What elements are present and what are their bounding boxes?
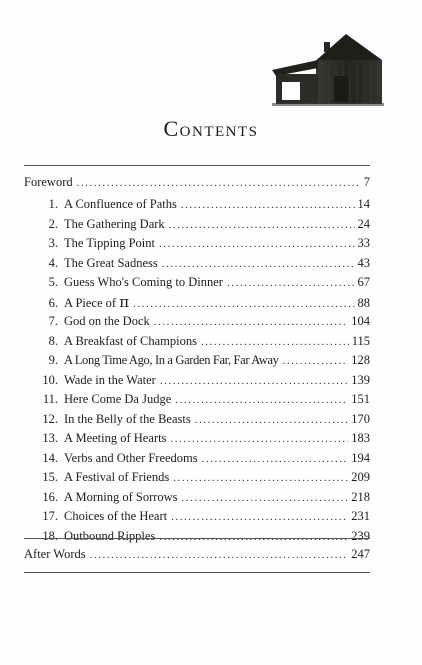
- chapter-title: In the Belly of the Beasts: [64, 411, 191, 426]
- toc-entry-foreword[interactable]: [24, 173, 370, 192]
- chapter-title: The Great Sadness: [64, 255, 158, 270]
- chapter-number: 10.: [42, 372, 58, 387]
- toc-entry-chapter-1[interactable]: [24, 195, 370, 214]
- chapter-number: 11.: [42, 392, 58, 406]
- toc-page-number: 247: [351, 547, 370, 561]
- chapter-number: 7.: [48, 314, 58, 328]
- chapter-title-text: A Piece of: [64, 295, 117, 310]
- chapter-number: 1.: [48, 197, 58, 211]
- chapter-title: A Meeting of Hearts: [64, 431, 167, 445]
- toc-entry-chapter-13[interactable]: [24, 429, 370, 448]
- chapter-number: 5.: [48, 275, 58, 289]
- toc-entry-chapter-3[interactable]: [24, 234, 370, 253]
- leader-dots: [181, 196, 355, 215]
- toc-entry-chapter-2[interactable]: [24, 215, 370, 234]
- leader-dots: [90, 546, 349, 565]
- toc-page-number: 115: [351, 333, 370, 348]
- chapter-number: 15.: [42, 470, 58, 484]
- chapter-title: The Gathering Dark: [64, 216, 165, 231]
- chapter-number: 17.: [42, 509, 58, 523]
- chapter-title: God on the Dock: [64, 314, 150, 328]
- chapter-number: 8.: [48, 333, 58, 348]
- chapter-title: Wade in the Water: [64, 372, 156, 387]
- chapter-number: 6.: [48, 295, 58, 310]
- toc-page-number: 24: [357, 216, 370, 231]
- toc-page-number: 33: [357, 236, 370, 250]
- toc-entry-chapter-15[interactable]: [24, 468, 370, 487]
- toc-entry-chapter-12[interactable]: [24, 410, 370, 429]
- toc-page-number: 194: [351, 450, 370, 465]
- chapter-title: Verbs and Other Freedoms: [64, 450, 198, 465]
- toc-page-number: 209: [351, 470, 370, 484]
- chapter-title: The Tipping Point: [64, 236, 155, 250]
- bottom-rule: [24, 572, 370, 573]
- leader-dots: [160, 372, 348, 391]
- toc-entry-chapter-16[interactable]: [24, 488, 370, 507]
- toc-entry-afterword[interactable]: [24, 545, 370, 564]
- chapter-number: 13.: [42, 431, 58, 445]
- toc-page-number: 88: [357, 295, 370, 310]
- toc-page-number: 231: [351, 509, 370, 523]
- toc-entry-chapter-6[interactable]: [24, 293, 370, 312]
- chapter-title: A Confluence of Paths: [64, 197, 177, 211]
- leader-dots: [171, 508, 348, 527]
- pi-symbol: π: [119, 292, 130, 311]
- chapter-number: 18.: [42, 528, 58, 543]
- toc-page-number: 239: [351, 528, 370, 543]
- chapter-title: Outbound Ripples: [64, 528, 156, 543]
- leader-dots: [175, 391, 348, 410]
- leader-dots: [77, 174, 361, 193]
- leader-dots: [159, 235, 355, 254]
- leader-dots: [173, 469, 348, 488]
- toc-page-number: 14: [357, 197, 370, 211]
- barn-shed-icon: [272, 30, 390, 106]
- chapter-number: 16.: [42, 489, 58, 504]
- chapter-title: A Festival of Friends: [64, 470, 170, 484]
- chapter-title: Here Come Da Judge: [64, 392, 172, 406]
- toc-page-number: 7: [363, 175, 370, 189]
- chapter-title: Guess Who's Coming to Dinner: [64, 275, 223, 289]
- leader-dots: [133, 295, 354, 314]
- leader-dots: [202, 450, 349, 469]
- leader-dots: [227, 274, 355, 293]
- leader-dots: [182, 489, 349, 508]
- chapter-title: A Breakfast of Champions: [64, 333, 197, 348]
- page-title: Contents: [163, 116, 259, 141]
- toc-entry-chapter-5[interactable]: [24, 273, 370, 292]
- toc-entry-chapter-7[interactable]: [24, 312, 370, 331]
- chapter-title: A Morning of Sorrows: [64, 489, 178, 504]
- toc-page-number: 128: [351, 353, 370, 367]
- leader-dots: [170, 430, 348, 449]
- toc-entry-chapter-14[interactable]: [24, 449, 370, 468]
- chapter-number: 12.: [42, 411, 58, 426]
- section-rule: [24, 538, 370, 539]
- leader-dots: [162, 255, 355, 274]
- toc-page-number: 43: [357, 255, 370, 270]
- leader-dots: [201, 333, 349, 352]
- chapter-number: 14.: [42, 450, 58, 465]
- chapter-number: 9.: [48, 353, 58, 367]
- toc-page-number: 183: [351, 431, 370, 445]
- toc-entry-chapter-8[interactable]: [24, 332, 370, 351]
- toc-page-number: 151: [351, 392, 370, 406]
- leader-dots: [154, 313, 349, 332]
- toc-page-number: 104: [351, 314, 370, 328]
- chapter-number: 2.: [48, 216, 58, 231]
- toc-page-number: 139: [351, 372, 370, 387]
- toc-page-number: 218: [351, 489, 370, 504]
- toc-entry-chapter-18[interactable]: [24, 527, 370, 546]
- chapter-number: 3.: [48, 236, 58, 250]
- chapter-title: A Long Time Ago, In a Garden Far, Far Away: [64, 353, 279, 367]
- chapter-title: [64, 293, 129, 313]
- toc-entry-chapter-10[interactable]: [24, 371, 370, 390]
- toc-entry-label: Foreword: [24, 175, 73, 189]
- toc-entry-chapter-9[interactable]: [24, 351, 370, 370]
- toc-entry-chapter-11[interactable]: [24, 390, 370, 409]
- toc-entry-chapter-17[interactable]: [24, 507, 370, 526]
- chapter-title: Choices of the Heart: [64, 509, 168, 523]
- leader-dots: [283, 352, 349, 371]
- leader-dots: [159, 528, 348, 547]
- chapter-number: 4.: [48, 255, 58, 270]
- toc-page-number: 170: [351, 411, 370, 426]
- toc-page-number: 67: [357, 275, 370, 289]
- top-rule: [24, 165, 370, 166]
- toc-entry-chapter-4[interactable]: [24, 254, 370, 273]
- toc-entry-label: After Words: [24, 547, 86, 561]
- leader-dots: [195, 411, 349, 430]
- leader-dots: [169, 216, 355, 235]
